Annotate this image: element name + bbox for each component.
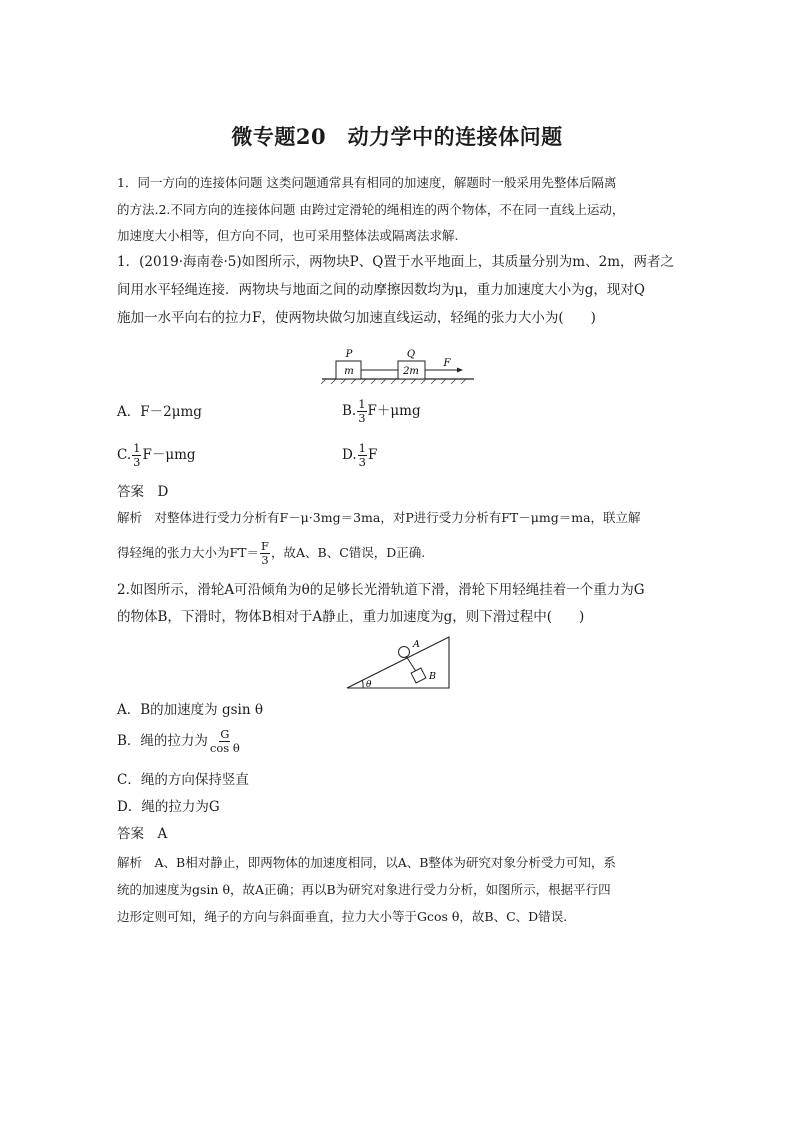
q2-option-c: C．绳的方向保持竖直 (117, 772, 249, 788)
q1-option-a: A．F－2μmg (117, 404, 202, 420)
q2-option-a: A．B的加速度为 gsin θ (117, 702, 263, 718)
q2-option-d: D．绳的拉力为G (117, 799, 220, 815)
q2-analysis-line-1: 解析 A、B相对静止，即两物体的加速度相同，以A、B整体为研究对象分析受力可知，系 (117, 855, 616, 870)
q2-analysis-line-2: 统的加速度为gsin θ，故A正确；再以B为研究对象进行受力分析，如图所示，根据平行四 (117, 882, 611, 897)
q1-figure-blocks (318, 343, 478, 385)
q1-stem-line-3: 施加一水平向右的拉力F，使两物块做匀加速直线运动，轻绳的张力大小为( ) (117, 310, 596, 326)
label-m: m (344, 366, 354, 377)
q1-analysis-line-1: 解析 对整体进行受力分析有F－μ·3mg＝3ma，对P进行受力分析有FT－μmg＝ma，联立解 (117, 510, 641, 525)
intro-line-3: 加速度大小相等，但方向不同，也可采用整体法或隔离法求解. (117, 228, 459, 243)
intro-line-2: 的方法.2.不同方向的连接体问题 由跨过定滑轮的绳相连的两个物体，不在同一直线上运动， (117, 202, 625, 217)
page-title: 微专题20 动力学中的连接体问题 (231, 124, 563, 149)
label-f: F (443, 358, 451, 369)
q2-analysis-line-3: 边形定则可知，绳子的方向与斜面垂直，拉力大小等于Gcos θ，故B、C、D错误. (117, 909, 568, 924)
q1-stem-line-1: 1．(2019·海南卷·5)如图所示，两物块P、Q置于水平地面上，其质量分别为m、2m，两者之 (117, 254, 674, 270)
q1-option-d: D. $\frac{1}{3}$ F (342, 441, 378, 469)
label-p: P (345, 349, 353, 360)
q1-answer: 答案 D (117, 484, 169, 500)
label-a: A (413, 639, 420, 650)
intro-line-1: 1．同一方向的连接体问题 这类问题通常具有相同的加速度，解题时一般采用先整体后隔离 (117, 175, 617, 190)
q1-stem-line-2: 间用水平轻绳连接．两物块与地面之间的动摩擦因数均为μ，重力加速度大小为g，现对Q (117, 282, 645, 298)
pulley-a (399, 647, 410, 658)
q2-stem-line-2: 的物体B，下滑时，物体B相对于A静止，重力加速度为g，则下滑过程中( ) (117, 609, 585, 625)
label-b: B (429, 671, 436, 682)
q2-figure-incline (343, 632, 453, 692)
q1-analysis-line-2: 得轻绳的张力大小为FT＝ $\frac{F}{3}$ ，故A、B、C错误，D正确. (117, 539, 426, 567)
label-q: Q (406, 349, 416, 360)
q2-stem-line-1: 2.如图所示，滑轮A可沿倾角为θ的足够长光滑轨道下滑，滑轮下用轻绳挂着一个重力为G (117, 582, 645, 598)
q1-option-c: C. $\frac{1}{3}$ F－μmg (117, 441, 196, 469)
q1-option-b: B. $\frac{1}{3}$ F＋μmg (342, 397, 421, 425)
label-theta: θ (366, 680, 372, 690)
q2-answer: 答案 A (117, 826, 168, 842)
label-2m: 2m (403, 366, 419, 377)
q2-option-b: B．绳的拉力为 $\frac{G}{\text{cos θ}}$ (117, 727, 240, 755)
